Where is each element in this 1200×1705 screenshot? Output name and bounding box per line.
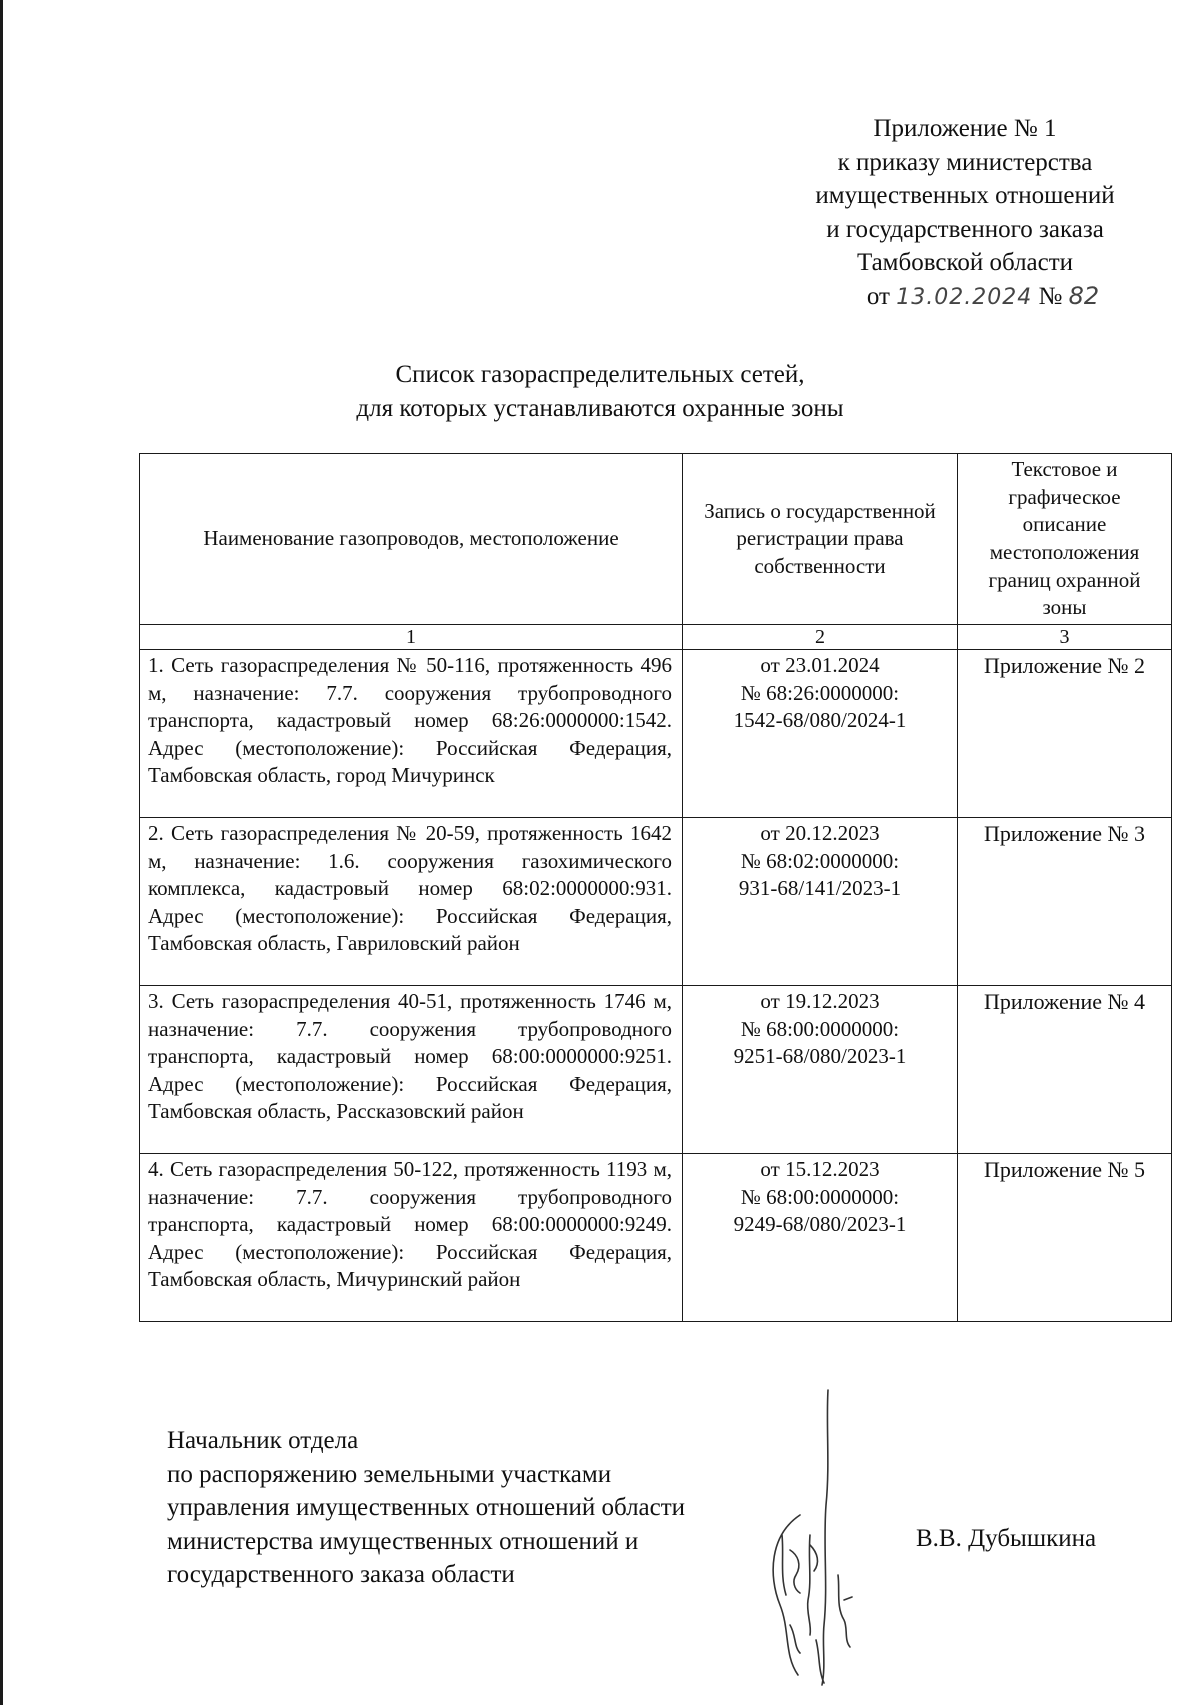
network-description-cell: [140, 986, 683, 1154]
network-description-cell: [140, 1154, 683, 1322]
appendix-header: [760, 112, 1170, 314]
position-line-2: по распоряжению земельными участками: [167, 1460, 612, 1488]
scan-edge-line: [0, 0, 3, 1705]
registration-number: № 68:02:0000000:: [740, 848, 900, 873]
network-description-cell: [140, 650, 683, 818]
signatory-position: [167, 1424, 787, 1592]
registration-record: 1542-68/080/2024-1: [733, 708, 907, 733]
registration-cell: [683, 986, 958, 1154]
position-line-4: министерства имущественных отношений и: [167, 1527, 639, 1555]
network-description: 3. Сеть газораспределения 40-51, протяженность 1746 м, назначение: 7.7. сооружения трубопроводного транспорта, кадастровый номер 68:00:0000000:9251.: [148, 989, 672, 1069]
title-line-1: Список газораспределительных сетей,: [395, 361, 805, 388]
network-address: Адрес (местоположение): Российская Федерация, Тамбовская область, Гавриловский район: [148, 903, 672, 956]
registration-record: 9251-68/080/2023-1: [733, 1044, 907, 1069]
header-name-location: Наименование газопроводов, местоположение: [140, 454, 683, 625]
document-title: [0, 358, 1200, 426]
gas-networks-table: [139, 453, 1172, 1322]
registration-number: № 68:26:0000000:: [740, 680, 900, 705]
network-description: 4. Сеть газораспределения 50-122, протяженность 1193 м, назначение: 7.7. сооружения трубопроводного транспорта, кадастровый номер 68:00:0000000:9249.: [148, 1157, 672, 1237]
appendix-line-2: к приказу министерства: [837, 148, 1093, 176]
table-row: [140, 986, 1172, 1154]
order-number-handwritten: 82: [1068, 281, 1100, 310]
column-number-row: [140, 625, 1172, 650]
title-line-2: для которых устанавливаются охранные зоны: [356, 395, 844, 422]
column-number: 2: [683, 625, 958, 650]
order-prefix: от: [866, 282, 890, 310]
network-address: Адрес (местоположение): Российская Федерация, Тамбовская область, Рассказовский район: [148, 1071, 672, 1124]
network-address: Адрес (местоположение): Российская Федерация, Тамбовская область, Мичуринский район: [148, 1239, 672, 1292]
registration-cell: [683, 818, 958, 986]
position-line-5: государственного заказа области: [167, 1561, 515, 1589]
network-description-cell: [140, 818, 683, 986]
order-date-handwritten: 13.02.2024: [896, 284, 1033, 310]
registration-record: 931-68/141/2023-1: [738, 876, 902, 901]
network-address: Адрес (местоположение): Российская Федерация, Тамбовская область, город Мичуринск: [148, 735, 672, 788]
table-row: [140, 650, 1172, 818]
network-description: 2. Сеть газораспределения № 20-59, протяженность 1642 м, назначение: 1.6. сооружения газохимического комплекса, кадастровый номер 68:02:0000000:931.: [148, 821, 672, 901]
registration-cell: [683, 1154, 958, 1322]
handwritten-signature: [760, 1385, 870, 1695]
signatory-name: В.В. Дубышкина: [916, 1525, 1097, 1552]
registration-record: 9249-68/080/2023-1: [733, 1212, 907, 1237]
appendix-reference: Приложение № 2: [958, 650, 1172, 818]
registration-date: от 20.12.2023: [760, 821, 880, 845]
appendix-line-1: Приложение № 1: [873, 115, 1057, 142]
registration-date: от 23.01.2024: [760, 653, 880, 677]
table-row: [140, 1154, 1172, 1322]
header-registration: Запись о государственной регистрации права собственности: [683, 454, 958, 625]
position-line-3: управления имущественных отношений области: [167, 1494, 686, 1522]
position-line-1: Начальник отдела: [167, 1427, 359, 1454]
registration-date: от 19.12.2023: [760, 989, 880, 1013]
header-zone-description: Текстовое и графическое описание местоположения границ охранной зоны: [958, 454, 1172, 625]
registration-date: от 15.12.2023: [760, 1157, 880, 1181]
column-number: 1: [140, 625, 683, 650]
appendix-line-3: имущественных отношений: [815, 182, 1115, 209]
registration-number: № 68:00:0000000:: [740, 1184, 900, 1209]
appendix-reference: Приложение № 3: [958, 818, 1172, 986]
registration-number: № 68:00:0000000:: [740, 1016, 900, 1041]
registration-cell: [683, 650, 958, 818]
appendix-line-5: Тамбовской области: [856, 249, 1074, 276]
appendix-reference: Приложение № 5: [958, 1154, 1172, 1322]
order-date-line: [760, 280, 1170, 315]
table-header-row: [140, 454, 1172, 625]
table-row: [140, 818, 1172, 986]
column-number: 3: [958, 625, 1172, 650]
order-no-label: №: [1038, 282, 1063, 310]
appendix-line-4: и государственного заказа: [826, 215, 1104, 243]
network-description: 1. Сеть газораспределения № 50-116, протяженность 496 м, назначение: 7.7. сооружения трубопроводного транспорта, кадастровый номер 68:26:0000000:1542.: [148, 653, 672, 733]
appendix-reference: Приложение № 4: [958, 986, 1172, 1154]
